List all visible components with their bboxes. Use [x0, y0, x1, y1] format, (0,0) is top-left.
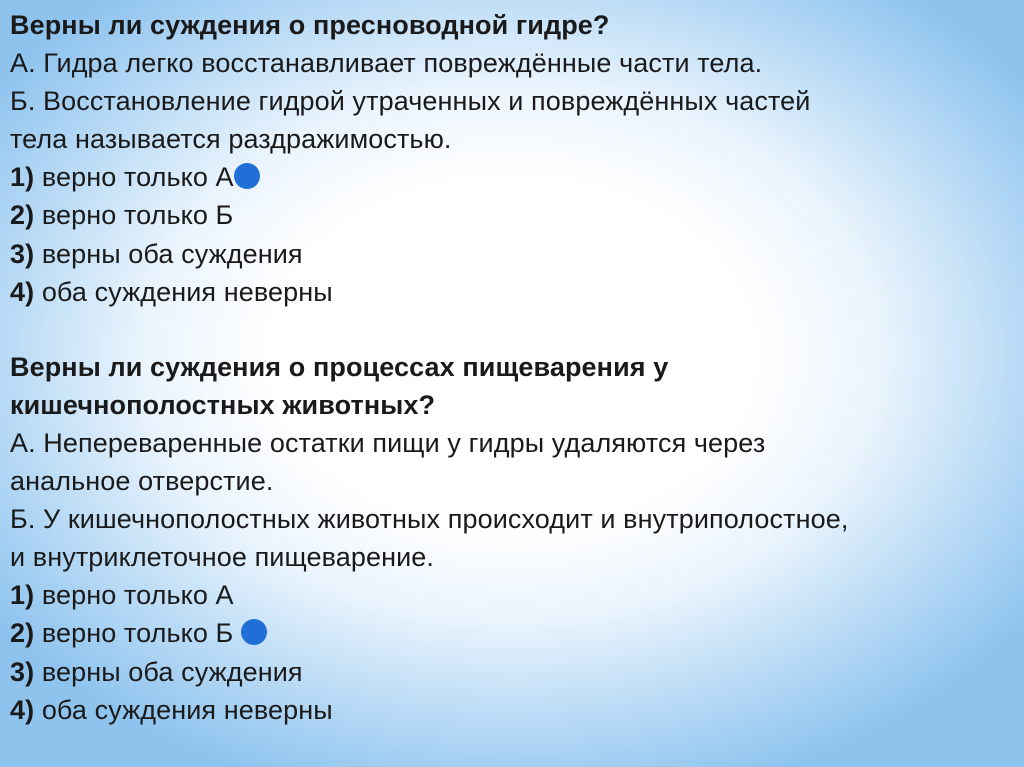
- option-number: 3): [10, 656, 35, 687]
- option-text: оба суждения неверны: [34, 276, 333, 307]
- question-1-option-2[interactable]: [10, 196, 1014, 234]
- question-1-option-4[interactable]: [10, 273, 1014, 311]
- question-1-statement-a: А. Гидра легко восстанавливает повреждённые части тела.: [10, 48, 763, 79]
- question-2-title-line-2: кишечнополостных животных?: [10, 389, 436, 420]
- option-text: верно только А: [34, 162, 234, 193]
- selected-answer-marker-icon: [234, 163, 260, 189]
- question-2-title-line-1: Верны ли суждения о процессах пищеварения у: [10, 351, 669, 382]
- option-number: 4): [10, 694, 35, 725]
- option-text: оба суждения неверны: [34, 694, 333, 725]
- question-1-statement-b-line-2: тела называется раздражимостью.: [10, 124, 452, 155]
- option-text: верно только Б: [34, 618, 234, 649]
- option-number: 2): [10, 618, 35, 649]
- question-1-option-3[interactable]: [10, 235, 1014, 273]
- option-number: 4): [10, 276, 35, 307]
- question-2: [10, 348, 1014, 729]
- option-number: 1): [10, 580, 35, 611]
- option-text: верны оба суждения: [34, 656, 303, 687]
- question-1-title: Верны ли суждения о пресноводной гидре?: [10, 10, 610, 40]
- option-number: 1): [10, 162, 35, 193]
- question-2-statement-b-line-2: и внутриклеточное пищеварение.: [10, 542, 435, 573]
- question-2-option-1[interactable]: [10, 576, 1014, 614]
- option-number: 3): [10, 238, 35, 269]
- option-text: верны оба суждения: [34, 238, 303, 269]
- slide: [10, 6, 1014, 761]
- question-2-statement-b-line-1: Б. У кишечнополостных животных происходит и внутриполостное,: [10, 504, 849, 535]
- question-1-option-1[interactable]: [10, 158, 1014, 196]
- option-text: верно только А: [34, 580, 234, 611]
- question-1-statement-b-line-1: Б. Восстановление гидрой утраченных и повреждённых частей: [10, 86, 811, 117]
- selected-answer-marker-icon: [241, 619, 267, 645]
- question-1: [10, 6, 1014, 311]
- question-2-option-3[interactable]: [10, 653, 1014, 691]
- question-2-statement-a-line-1: А. Непереваренные остатки пищи у гидры удаляются через: [10, 427, 766, 458]
- question-2-option-4[interactable]: [10, 691, 1014, 729]
- option-text: верно только Б: [34, 200, 234, 231]
- question-2-statement-a-line-2: анальное отверстие.: [10, 466, 274, 497]
- question-2-option-2[interactable]: [10, 614, 1014, 652]
- spacer: [10, 311, 1014, 348]
- option-number: 2): [10, 200, 35, 231]
